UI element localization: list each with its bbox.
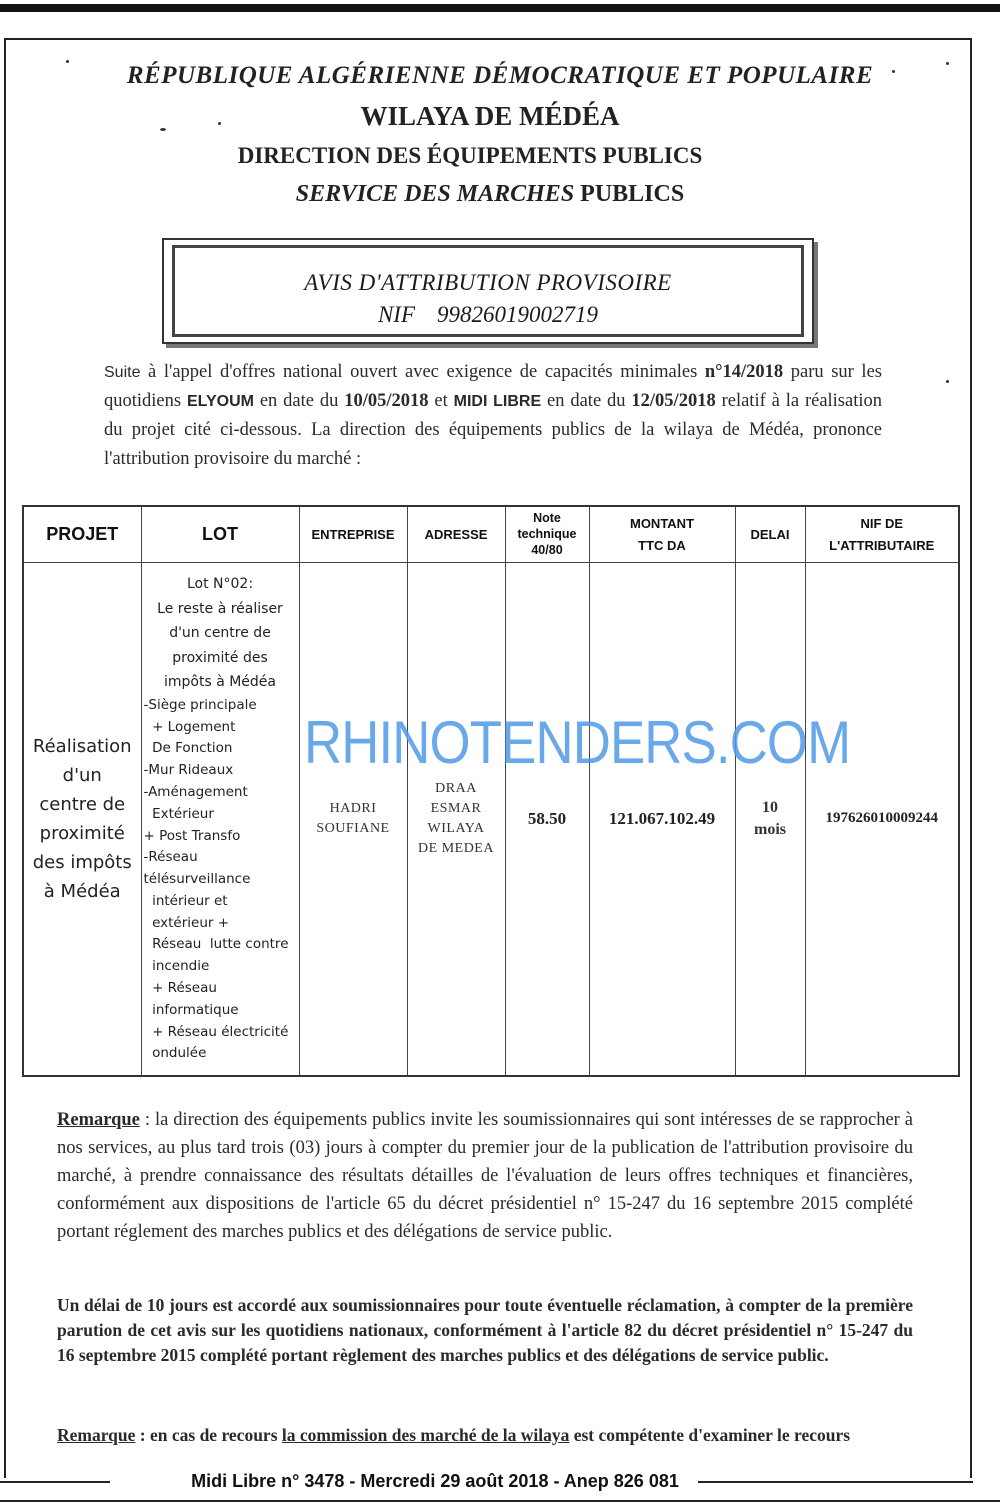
- projet-line: d'un: [62, 764, 102, 786]
- intro-text: paru sur les quotidiens: [104, 362, 882, 411]
- intro-reference: n°14/2018: [704, 362, 784, 382]
- adresse-line: DE MEDEA: [418, 840, 494, 856]
- lot-item: intérieur et: [143, 892, 228, 909]
- projet-lines: [24, 732, 141, 906]
- lot-item: De Fonction: [143, 740, 233, 757]
- cell-nif: 197626010009244: [805, 562, 959, 1076]
- scan-speck: [946, 380, 949, 383]
- col-header-delai: DELAI: [735, 506, 805, 562]
- adresse-line: ESMAR: [430, 800, 482, 816]
- header-wilaya: WILAYA DE MÉDÉA: [360, 101, 620, 131]
- intro-paragraph: [104, 358, 882, 474]
- col-header-nif-line: L'ATTRIBUTAIRE: [829, 537, 935, 553]
- projet-line: à Médéa: [43, 880, 121, 902]
- cell-note: 58.50: [505, 562, 589, 1076]
- bottom-rule: [0, 1500, 1000, 1502]
- watermark: RHINOTENDERS.COM: [304, 709, 851, 776]
- notice-nif-label: NIF: [377, 302, 416, 327]
- col-header-note-line: technique: [517, 527, 577, 542]
- lot-item: télésurveillance: [143, 871, 251, 888]
- projet-line: des impôts: [32, 851, 132, 873]
- lot-item: -Réseau: [143, 849, 198, 866]
- remark-label: Remarque: [57, 1110, 140, 1130]
- lot-item: -Mur Rideaux: [143, 762, 234, 779]
- intro-text: relatif à la réalisation du projet cité ci-dessous. La direction des équipements publics de la wilaya de Médéa, prononce l'attribution provisoire du marché :: [104, 391, 882, 469]
- remark-text: est compétente d'examiner le recours: [569, 1425, 851, 1445]
- lot-heading-line: d'un centre de: [169, 625, 271, 642]
- lot-item: + Réseau: [143, 980, 217, 997]
- lot-item: incendie: [143, 958, 210, 975]
- col-header-note-line: Note: [533, 511, 561, 526]
- projet-line: centre de: [39, 793, 126, 815]
- cell-lot: [141, 562, 299, 1076]
- lot-items: [142, 695, 299, 1066]
- cell-projet: [23, 562, 141, 1076]
- col-header-montant-line: MONTANT: [629, 515, 695, 531]
- lot-item: + Post Transfo: [143, 827, 241, 844]
- table-row: [23, 562, 959, 1076]
- top-rule: [0, 4, 1000, 12]
- projet-line: proximité: [39, 822, 125, 844]
- col-header-nif-line: NIF DE: [860, 515, 904, 531]
- lot-item: + Réseau électricité: [143, 1023, 289, 1040]
- lot-heading-line: Lot N°02:: [186, 576, 254, 593]
- intro-newspaper: MIDI LIBRE: [453, 393, 542, 410]
- remark-text: : en cas de recours: [135, 1425, 282, 1445]
- intro-text: en date du: [253, 391, 345, 411]
- lot-heading-line: impôts à Médéa: [163, 674, 276, 691]
- footer-rule-right: [698, 1481, 973, 1483]
- intro-text: et: [428, 391, 454, 411]
- lot-item: -Siège principale: [143, 696, 257, 713]
- attribution-table: [22, 505, 960, 1077]
- lot-item: + Logement: [143, 718, 236, 735]
- notice-nif-value: 99826019002719: [437, 302, 599, 327]
- col-header-nif: [805, 506, 959, 562]
- cell-delai: [735, 562, 805, 1076]
- footer-rule-left: [0, 1481, 110, 1483]
- notice-title: AVIS D'ATTRIBUTION PROVISOIRE: [304, 270, 672, 295]
- notice-nif: [175, 302, 801, 328]
- delai-line: mois: [754, 820, 786, 838]
- remark-3: [57, 1423, 913, 1448]
- projet-line: Réalisation: [32, 735, 132, 757]
- header-service: [0, 181, 990, 208]
- intro-text: à l'appel d'offres national ouvert avec exigence de capacités minimales: [140, 362, 705, 382]
- col-header-montant: [589, 506, 735, 562]
- col-header-adresse: ADRESSE: [407, 506, 505, 562]
- intro-newspaper: ELYOUM: [186, 393, 254, 410]
- remark-underlined: la commission des marché de la wilaya: [281, 1425, 570, 1445]
- header-republic: RÉPUBLIQUE ALGÉRIENNE DÉMOCRATIQUE ET POPULAIRE: [126, 62, 874, 89]
- lot-heading-line: Le reste à réaliser: [157, 600, 283, 617]
- table-header-row: [23, 506, 959, 562]
- delai-line: 10: [762, 798, 778, 816]
- remark-label: Remarque: [57, 1425, 136, 1445]
- cell-entreprise: [299, 562, 407, 1076]
- cell-adresse: [407, 562, 505, 1076]
- lot-item: informatique: [143, 1001, 239, 1018]
- entreprise-line: SOUFIANE: [316, 820, 390, 836]
- col-header-montant-line: TTC DA: [638, 537, 686, 553]
- intro-date: 12/05/2018: [631, 391, 716, 411]
- col-header-entreprise: ENTREPRISE: [299, 506, 407, 562]
- lot-item: extérieur +: [143, 914, 230, 931]
- col-header-projet: PROJET: [23, 506, 141, 562]
- remark-1: [57, 1106, 913, 1246]
- entreprise-line: HADRI: [329, 800, 377, 816]
- intro-lead: Suite: [104, 364, 141, 381]
- lot-item: Réseau lutte contre: [143, 936, 289, 953]
- remark-text: : la direction des équipements publics invite les soumissionnaires qui sont intéresses de se rapprocher à nos services, au plus tard trois (03) jours à compter du premier jour de la publication de l'attribution provisoire du marché, à prendre connaissance des résultats détailles de l'évaluation de leurs offres techniques et financières, conformément aux dispositions de l'article 65 du décret présidentiel n° 15-247 du 16 septembre 2015 complété portant réglement des marches publics et des délégations de service public.: [57, 1110, 913, 1242]
- lot-item: -Aménagement: [143, 783, 248, 800]
- intro-text: en date du: [541, 391, 632, 411]
- cell-montant: 121.067.102.49: [589, 562, 735, 1076]
- lot-heading-line: proximité des: [172, 649, 268, 666]
- notice-box: [172, 245, 804, 337]
- header-service-rest: PUBLICS: [574, 181, 685, 207]
- col-header-note-line: 40/80: [531, 543, 563, 558]
- adresse-line: WILAYA: [427, 820, 485, 836]
- adresse-line: DRAA: [435, 780, 477, 796]
- col-header-note: [505, 506, 589, 562]
- col-header-lot: LOT: [141, 506, 299, 562]
- header-service-italic: SERVICE DES MARCHES: [295, 181, 575, 207]
- lot-item: Extérieur: [143, 805, 214, 822]
- header-direction: DIRECTION DES ÉQUIPEMENTS PUBLICS: [237, 143, 703, 168]
- footer-publication: Midi Libre n° 3478 - Mercredi 29 août 2018 - Anep 826 081: [191, 1471, 679, 1491]
- lot-item: ondulée: [143, 1045, 207, 1062]
- remark-2: Un délai de 10 jours est accordé aux soumissionnaires pour toute éventuelle réclamation, à compter de la première parution de cet avis sur les quotidiens nationaux, conformément à l'article 82 du décret présidentiel n° 15-247 du 16 septembre 2015 complété portant règlement des marches publics et des délégations de service public.: [57, 1295, 913, 1365]
- intro-date: 10/05/2018: [344, 391, 429, 411]
- lot-heading: [142, 572, 299, 695]
